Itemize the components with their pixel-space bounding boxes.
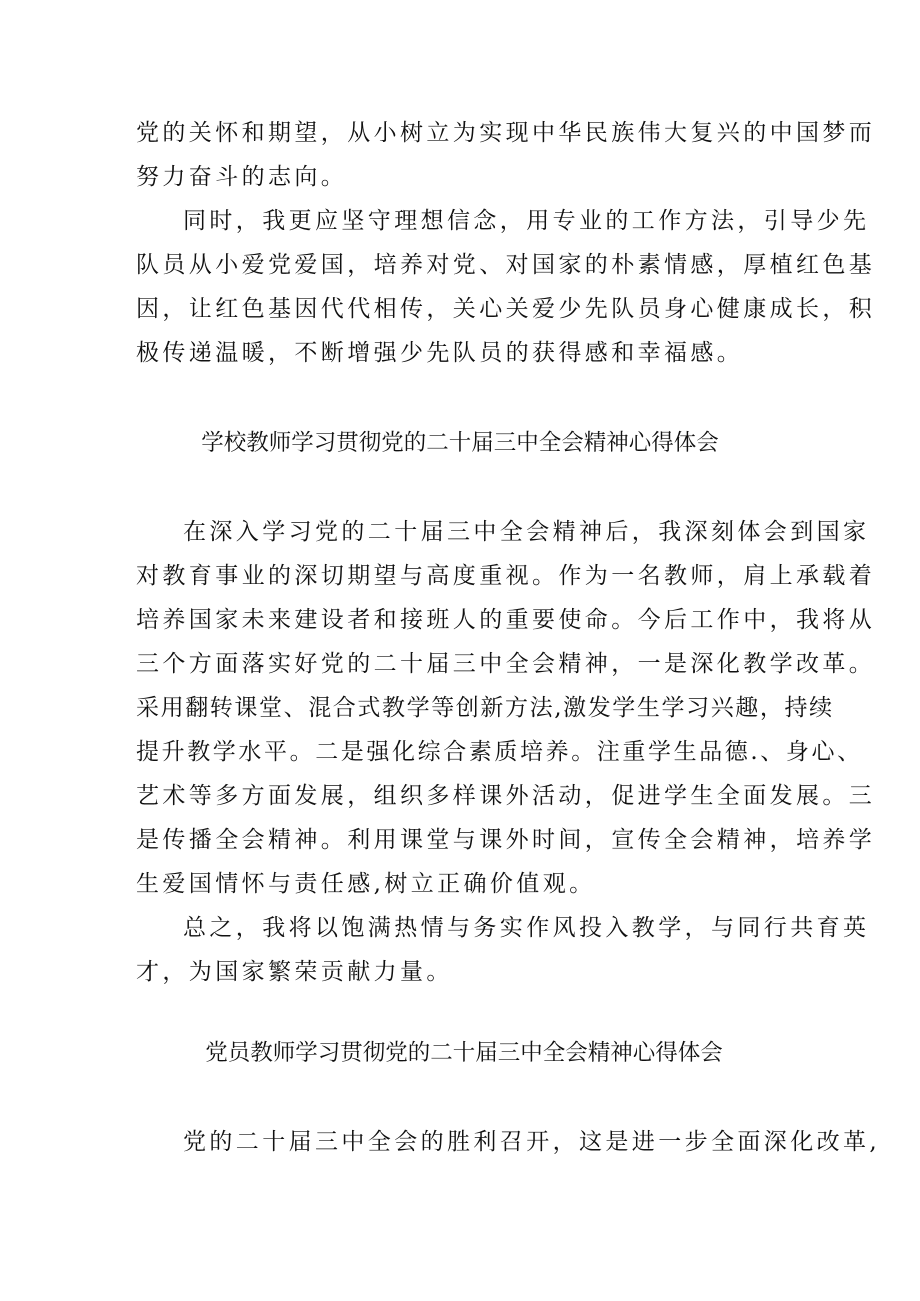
paragraph-line: 采用翻转课堂、混合式教学等创新方法,激发学生学习兴趣，持续 <box>136 695 834 721</box>
paragraph-line: 党的二十届三中全会的胜利召开，这是进一步全面深化改革, <box>183 1129 881 1155</box>
paragraph-line: 培养国家未来建设者和接班人的重要使命。今后工作中，我将从 <box>136 607 876 633</box>
paragraph-line: 努力奋斗的志向。 <box>136 164 348 190</box>
paragraph-line: 提升教学水平。二是强化综合素质培养。注重学生品德.、身心、 <box>136 739 863 765</box>
paragraph-line: 生爱国情怀与责任感,树立正确价值观。 <box>136 871 596 897</box>
paragraph-line: 艺术等多方面发展，组织多样课外活动，促进学生全面发展。三 <box>136 783 876 809</box>
paragraph-line: 党的关怀和期望，从小树立为实现中华民族伟大复兴的中国梦而 <box>136 120 876 146</box>
paragraph-line: 三个方面落实好党的二十届三中全会精神，一是深化教学改革。 <box>136 651 876 677</box>
paragraph-line: 是传播全会精神。利用课堂与课外时间，宣传全会精神，培养学 <box>136 827 876 853</box>
paragraph-line: 因，让红色基因代代相传，关心关爱少先队员身心健康成长，积 <box>136 296 876 322</box>
paragraph-line: 极传递温暖，不断增强少先队员的获得感和幸福感。 <box>136 340 744 366</box>
paragraph-line: 在深入学习党的二十届三中全会精神后，我深刻体会到国家 <box>183 519 870 545</box>
paragraph-line: 对教育事业的深切期望与高度重视。作为一名教师，肩上承载着 <box>136 563 876 589</box>
paragraph-line: 同时，我更应坚守理想信念，用专业的工作方法，引导少先 <box>183 208 870 234</box>
paragraph-line: 才，为国家繁荣贡献力量。 <box>136 959 453 985</box>
section-heading: 党员教师学习贯彻党的二十届三中全会精神心得体会 <box>205 1040 723 1066</box>
paragraph-line: 总之，我将以饱满热情与务实作风投入教学，与同行共育英 <box>183 915 870 941</box>
paragraph-line: 队员从小爱党爱国，培养对党、对国家的朴素情感，厚植红色基 <box>136 252 876 278</box>
section-heading: 学校教师学习贯彻党的二十届三中全会精神心得体会 <box>201 430 719 456</box>
